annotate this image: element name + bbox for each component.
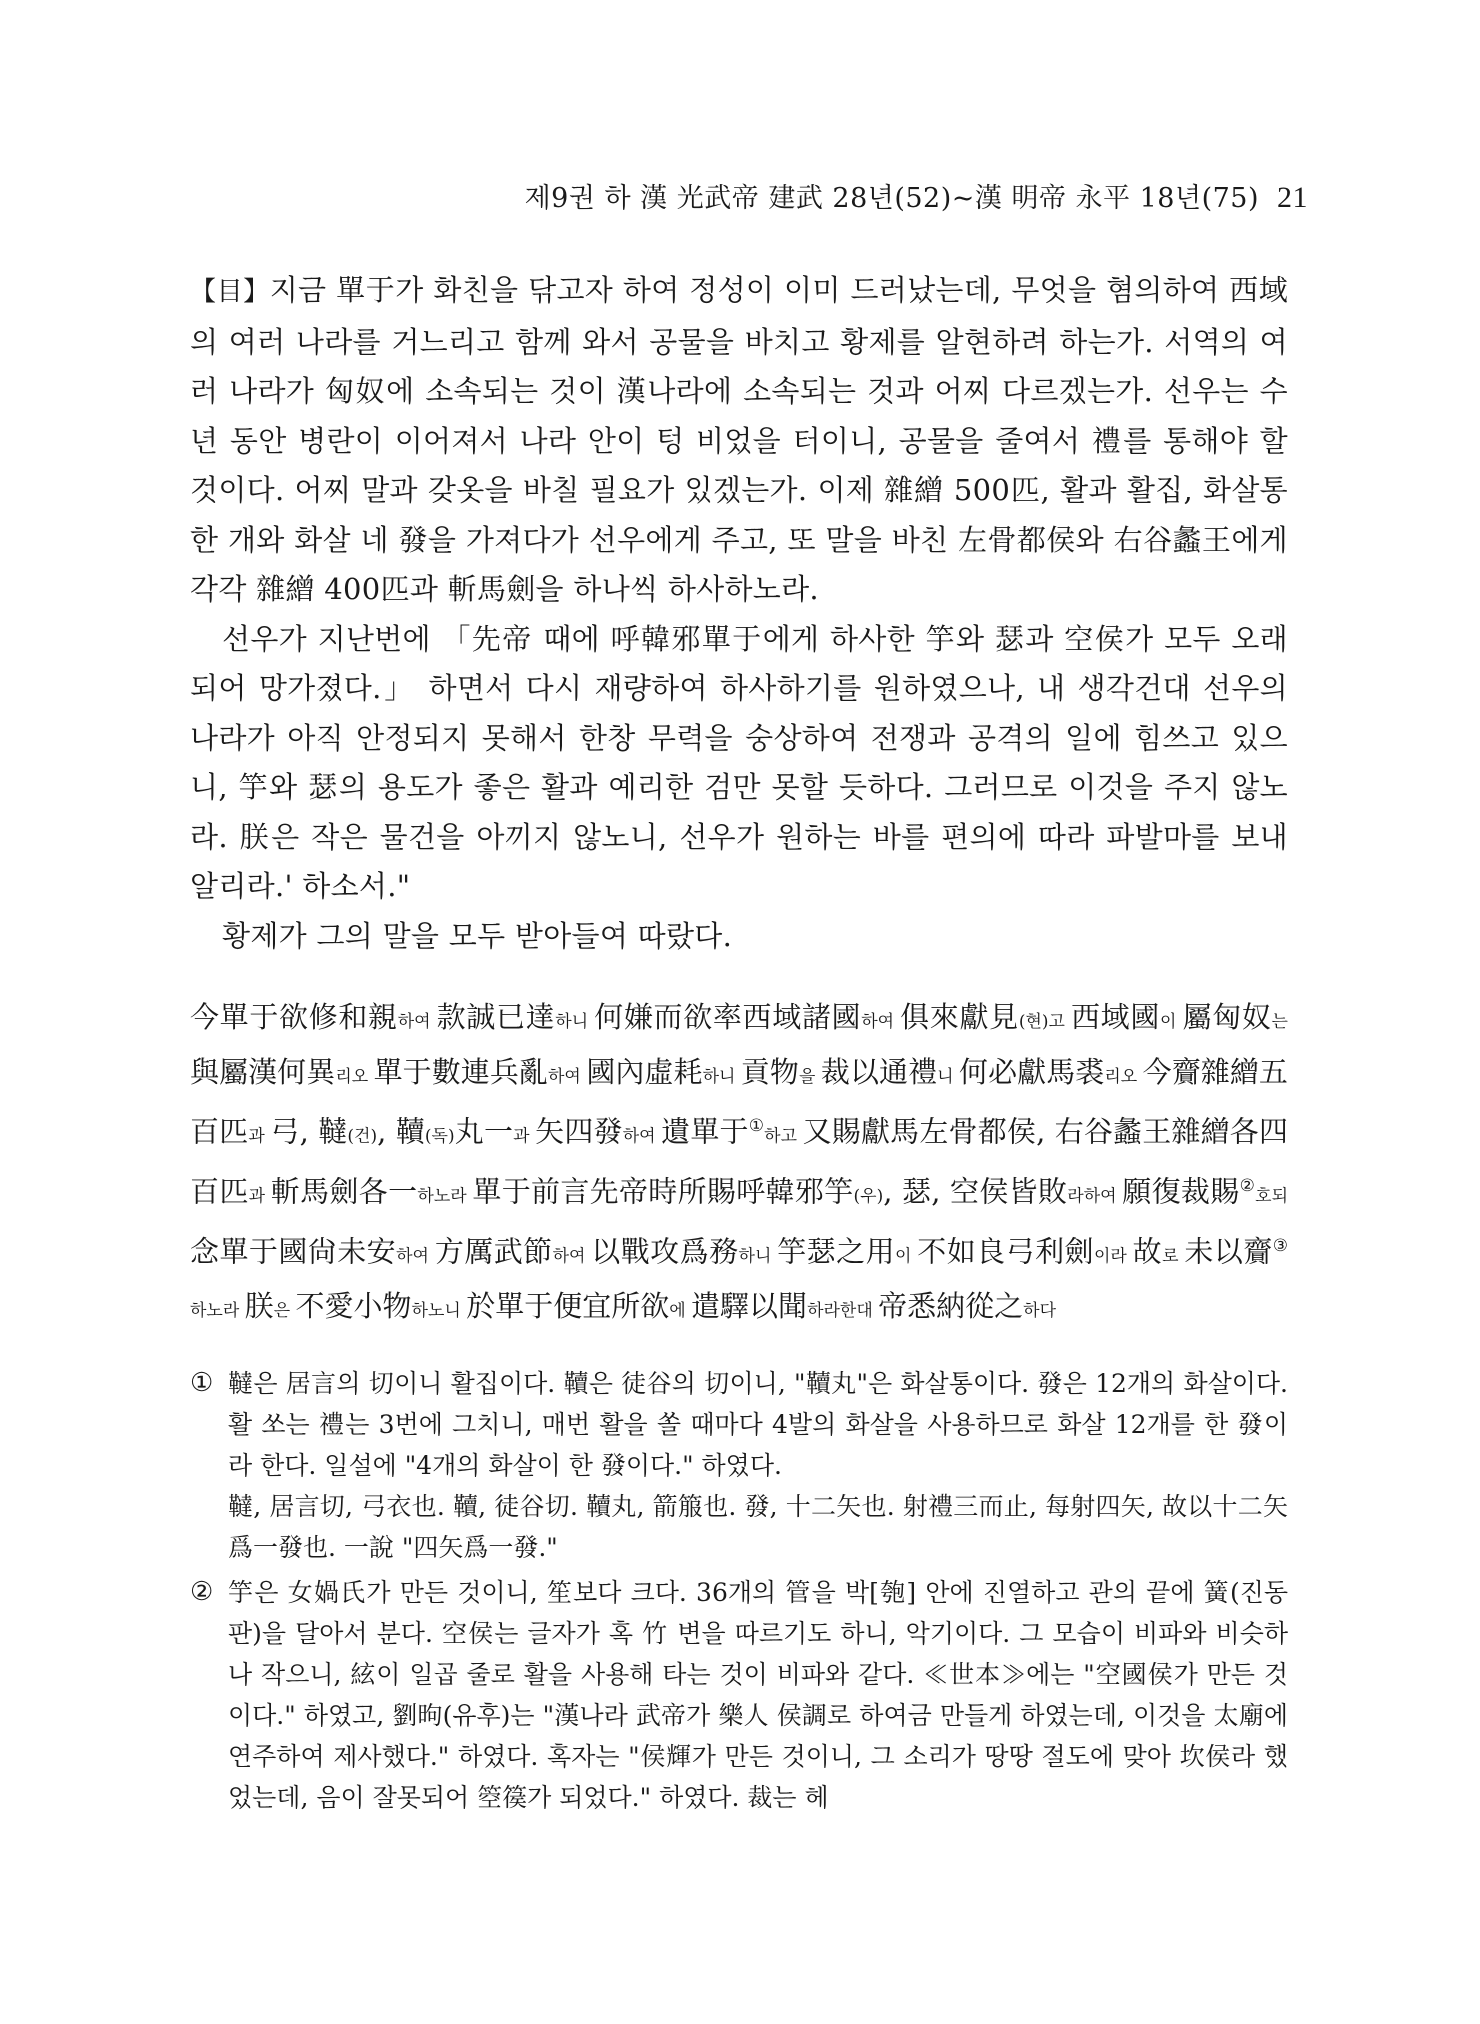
original-text-segment: 俱來獻見 bbox=[900, 1000, 1019, 1034]
original-text-segment: 何必獻馬裘 bbox=[959, 1054, 1105, 1089]
original-particle: 니 bbox=[937, 1066, 960, 1087]
footnote-1-number: ① bbox=[190, 1367, 214, 1398]
footnote-1-hanja: 韃, 居言切, 弓衣也. 韇, 徒谷切. 韇丸, 箭箙也. 發, 十二矢也. 射禮三而止, 每射四矢, 故以十二矢爲一發也. 一說 "四矢爲一發." bbox=[228, 1491, 1288, 1562]
original-text-segment: 屬匈奴 bbox=[1182, 1000, 1272, 1034]
original-text-segment: 帝悉納從之 bbox=[878, 1289, 1024, 1324]
translation-paragraph-2: 선우가 지난번에 「先帝 때에 呼韓邪單于에게 하사한 竽와 瑟과 空侯가 모두 오래되어 망가졌다.」 하면서 다시 재량하여 하사하기를 원하였으나, 내 생각건대 선우의 나라가 아직 안정되지 못해서 한창 무력을 숭상하여 전쟁과 공격의 일에 힘쓰고 있으니, 竽와 瑟의 용도가 좋은 활과 예리한 검만 못할 듯하다. 그러므로 이것을 주지 않노라. 朕은 작은 물건을 아끼지 않노니, 선우가 원하는 바를 편의에 따라 파발마를 보내 알리라.' 하소서." bbox=[190, 621, 1288, 903]
original-particle: 리오 bbox=[1104, 1066, 1143, 1087]
original-particle: 하여 bbox=[397, 1012, 437, 1032]
header-title: 제9권 하 漢 光武帝 建武 28년(52)~漢 明帝 永平 18년(75) bbox=[524, 183, 1259, 214]
original-text-segment: 弓, 韃 bbox=[270, 1114, 348, 1149]
original-particle: 하노라 bbox=[417, 1186, 473, 1207]
original-text-segment: 貢物 bbox=[740, 1054, 799, 1089]
original-particle: 과 bbox=[248, 1126, 271, 1147]
footnote-reference: ② bbox=[1239, 1176, 1256, 1197]
original-particle: 하니 bbox=[738, 1246, 778, 1267]
original-particle: 이 bbox=[1160, 1012, 1183, 1032]
original-particle: 하니 bbox=[555, 1012, 595, 1032]
original-text-segment: 故 bbox=[1132, 1234, 1163, 1269]
original-text-section bbox=[190, 993, 1288, 1337]
original-text-segment: 單于數連兵亂 bbox=[373, 1054, 548, 1089]
original-particle: 하노니 bbox=[411, 1301, 467, 1322]
original-particle: 은 bbox=[273, 1301, 296, 1322]
original-text-segment: 方厲武節 bbox=[434, 1234, 553, 1269]
original-particle: 는 bbox=[1271, 1012, 1288, 1032]
original-text-segment: 國內虛耗 bbox=[586, 1054, 703, 1089]
page-body bbox=[190, 266, 1288, 1818]
original-text-segment: 何嫌而欲率西域諸國 bbox=[594, 1000, 862, 1034]
translation-marker: 【目】 bbox=[190, 277, 270, 307]
original-text-segment: 丸一 bbox=[454, 1114, 514, 1149]
original-particle: 하니 bbox=[702, 1066, 741, 1087]
original-particle: 하여 bbox=[396, 1246, 435, 1267]
original-particle: (우) bbox=[853, 1186, 884, 1207]
original-particle: 하라한대 bbox=[807, 1301, 879, 1322]
original-text-segment: 西域國 bbox=[1071, 1000, 1161, 1034]
original-particle: 을 bbox=[799, 1066, 821, 1087]
original-text-segment: 裁以通禮 bbox=[820, 1054, 938, 1089]
original-text-segment: 斬馬劍各一 bbox=[270, 1174, 418, 1209]
page-number: 21 bbox=[1277, 181, 1308, 214]
original-text-segment: 今齎雜繒五百匹 bbox=[190, 1054, 1288, 1149]
footnote-2 bbox=[190, 1572, 1288, 1818]
footnote-reference: ① bbox=[748, 1116, 765, 1136]
original-text-segment: 遣驛以聞 bbox=[691, 1289, 808, 1324]
original-text-segment: 單于前言先帝時所賜呼韓邪竽 bbox=[472, 1174, 854, 1209]
original-text-segment: 款誠已達 bbox=[436, 1000, 556, 1034]
original-text-segment: 未以齎 bbox=[1184, 1234, 1273, 1269]
original-particle: 리오 bbox=[335, 1066, 374, 1087]
original-particle: 호되 bbox=[1255, 1186, 1288, 1207]
original-text-segment: , 韇 bbox=[377, 1114, 425, 1149]
translation-paragraph-3: 황제가 그의 말을 모두 받아들여 따랐다. bbox=[222, 918, 733, 953]
original-particle: 하여 bbox=[861, 1012, 901, 1032]
footnote-reference: ③ bbox=[1272, 1236, 1288, 1257]
original-text-segment: 以戰攻爲務 bbox=[591, 1234, 739, 1269]
original-particle: 하고 bbox=[764, 1126, 803, 1147]
original-particle: 과 bbox=[248, 1186, 271, 1207]
footnote-1-korean: 韃은 居言의 切이니 활집이다. 韇은 徒谷의 切이니, "韇丸"은 화살통이다. 發은 12개의 화살이다. 활 쏘는 禮는 3번에 그치니, 매번 활을 쏠 때마다 4발의 화살을 사용하므로 화살 12개를 한 發이라 한다. 일설에 "4개의 화살이 한 發이다." 하였다. bbox=[228, 1368, 1288, 1480]
running-header bbox=[525, 176, 1308, 215]
original-particle: (독) bbox=[424, 1126, 455, 1147]
original-particle: 하노라 bbox=[190, 1301, 245, 1322]
original-text-segment: 於單于便宜所欲 bbox=[466, 1289, 670, 1324]
footnote-1 bbox=[190, 1363, 1288, 1568]
original-particle: (현)고 bbox=[1018, 1012, 1071, 1032]
original-text-segment: , 瑟, 空侯皆敗 bbox=[883, 1174, 1068, 1209]
original-particle: (건) bbox=[347, 1126, 378, 1147]
translation-section bbox=[190, 266, 1288, 961]
footnote-2-number: ② bbox=[190, 1576, 214, 1607]
original-text-segment: 竽瑟之用 bbox=[777, 1234, 896, 1269]
translation-paragraph-1 bbox=[190, 266, 1288, 615]
original-text-segment: 今單于欲修和親 bbox=[190, 1000, 398, 1034]
original-text-segment: 念單于國尙未安 bbox=[190, 1234, 397, 1269]
original-text-segment: 朕 bbox=[244, 1289, 274, 1324]
translation-paragraph-1-text: 지금 單于가 화친을 닦고자 하여 정성이 이미 드러났는데, 무엇을 혐의하여 西域의 여러 나라를 거느리고 함께 와서 공물을 바치고 황제를 알현하려 하는가. 서역의 여러 나라가 匈奴에 소속되는 것이 漢나라에 소속되는 것과 어찌 다르겠는가. 선우는 수년 동안 병란이 이어져서 나라 안이 텅 비었을 터이니, 공물을 줄여서 禮를 통해야 할 것이다. 어찌 말과 갖옷을 바칠 필요가 있겠는가. 이제 雜繒 500匹, 활과 활집, 화살통 한 개와 화살 네 發을 가져다가 선우에게 주고, 또 말을 바친 左骨都侯와 右谷蠡王에게 각각 雜繒 400匹과 斬馬劍을 하나씩 하사하노라. bbox=[190, 273, 1288, 606]
original-particle: 하다 bbox=[1023, 1301, 1057, 1322]
original-text-segment: 又賜獻馬左骨都侯, 右谷蠡王雜繒各四百匹 bbox=[190, 1114, 1288, 1209]
original-particle: 하여 bbox=[552, 1246, 592, 1267]
original-particle: 라하여 bbox=[1067, 1186, 1123, 1207]
original-particle: 하여 bbox=[548, 1066, 587, 1087]
original-particle: 과 bbox=[513, 1126, 536, 1147]
original-particle: 하여 bbox=[622, 1126, 662, 1147]
original-text-segment: 矢四發 bbox=[535, 1114, 623, 1149]
original-particle: 이라 bbox=[1093, 1246, 1133, 1267]
original-particle: 이 bbox=[895, 1246, 918, 1267]
original-text-segment: 與屬漢何異 bbox=[190, 1054, 336, 1089]
original-text-segment: 願復裁賜 bbox=[1122, 1174, 1240, 1209]
original-text-segment: 不如良弓利劍 bbox=[917, 1234, 1094, 1269]
footnotes bbox=[190, 1363, 1288, 1818]
footnote-2-korean: 竽은 女媧氏가 만든 것이니, 笙보다 크다. 36개의 管을 박[匏] 안에 진열하고 관의 끝에 簧(진동판)을 달아서 분다. 空侯는 글자가 혹 竹 변을 따르기도 하니, 악기이다. 그 모습이 비파와 비슷하나 작으니, 絃이 일곱 줄로 활을 사용해 타는 것이 비파와 같다. ≪世本≫에는 "空國侯가 만든 것이다." 하였고, 劉昫(유후)는 "漢나라 武帝가 樂人 侯調로 하여금 만들게 하였는데, 이것을 太廟에 연주하여 제사했다." 하였다. 혹자는 "侯輝가 만든 것이니, 그 소리가 땅땅 절도에 맞아 坎侯라 했었는데, 음이 잘못되어 箜篌가 되었다." 하였다. 裁는 헤 bbox=[228, 1577, 1288, 1812]
original-particle: 에 bbox=[669, 1301, 692, 1322]
original-text-segment: 不愛小物 bbox=[295, 1289, 412, 1324]
original-particle: 로 bbox=[1162, 1246, 1185, 1267]
original-text-segment: 遺單于 bbox=[661, 1114, 749, 1149]
